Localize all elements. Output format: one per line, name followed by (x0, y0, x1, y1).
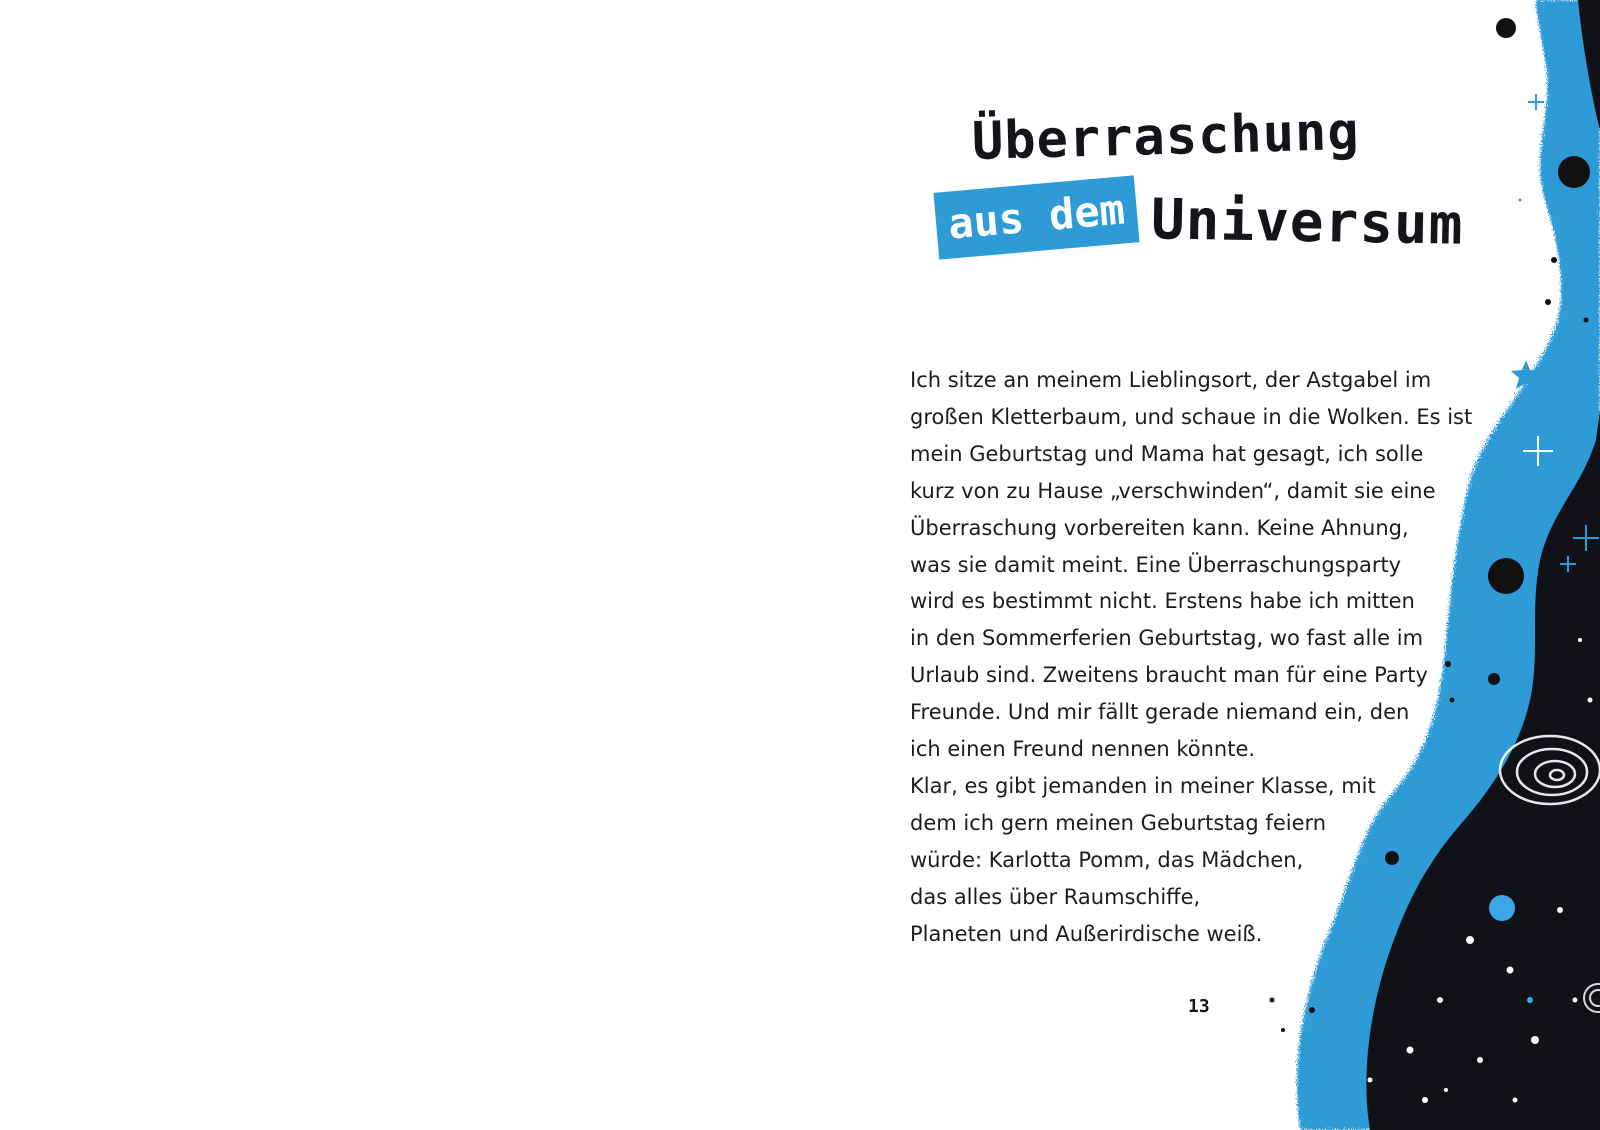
chapter-title-line1: Überraschung (971, 101, 1361, 172)
text-line: dem ich gern meinen Geburtstag feiern (910, 810, 1327, 835)
text-line: mein Geburtstag und Mama hat gesagt, ich solle (910, 441, 1424, 466)
text-line: ich einen Freund nennen könnte. (910, 737, 1256, 762)
text-line: kurz von zu Hause „verschwinden“, damit sie eine (910, 478, 1436, 503)
text-line: das alles über Raumschiffe, (910, 884, 1201, 909)
text-line: was sie damit meint. Eine Überraschungsparty (910, 552, 1402, 577)
text-line: in den Sommerferien Geburtstag, wo fast alle im (910, 626, 1424, 651)
chapter-body-text (910, 362, 1510, 953)
text-line: Überraschung vorbereiten kann. Keine Ahnung, (910, 515, 1409, 540)
text-line: Urlaub sind. Zweitens braucht man für eine Party (910, 663, 1428, 688)
text-line: wird es bestimmt nicht. Erstens habe ich mitten (910, 589, 1415, 614)
page-number: 13 (1188, 996, 1210, 1017)
chapter-title-line2 (936, 180, 1464, 258)
text-line: Ich sitze an meinem Lieblingsort, der Astgabel im (910, 368, 1432, 392)
text-line: Freunde. Und mir fällt gerade niemand ein, den (910, 700, 1410, 725)
text-line: Klar, es gibt jemanden in meiner Klasse, mit (910, 773, 1376, 798)
chapter-title-highlight: aus dem (933, 175, 1139, 259)
chapter-title-word: Universum (1150, 187, 1464, 258)
text-line: großen Kletterbaum, und schaue in die Wolken. Es ist (910, 404, 1473, 429)
text-line: würde: Karlotta Pomm, das Mädchen, (910, 847, 1304, 872)
text-line: Planeten und Außerirdische weiß. (910, 921, 1263, 946)
